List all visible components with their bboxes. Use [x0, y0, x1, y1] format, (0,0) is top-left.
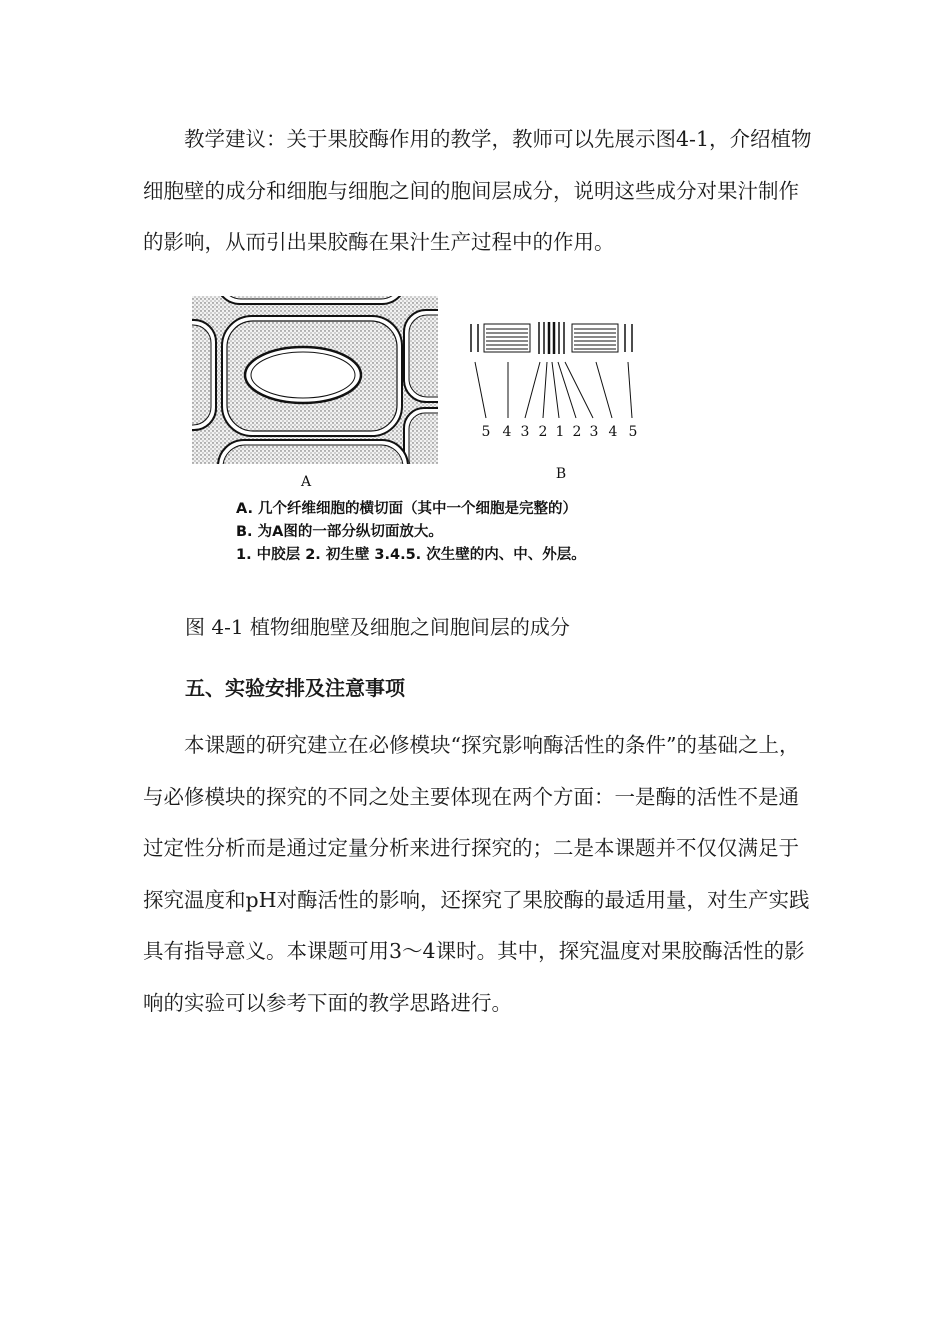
- layer-number-row: [482, 424, 638, 440]
- layer-number: 3: [589, 424, 599, 440]
- cell-wall-figure: [188, 290, 668, 575]
- panel-a-cross-section: [188, 290, 464, 500]
- intro-paragraph: [143, 114, 813, 269]
- layer-number: 2: [572, 424, 582, 440]
- body-paragraph-text: 本课题的研究建立在必修模块“探究影响酶活性的条件”的基础之上，与必修模块的探究的不同之处主要体现在两个方面：一是酶的活性不是通过定性分析而是通过定量分析来进行探究的；二是本课题并不仅仅满足于探究温度和pH对酶活性的影响，还探究了果胶酶的最适用量，对生产实践具有指导意义。本课题可用3～4课时。其中，探究温度对果胶酶活性的影响的实验可以参考下面的教学思路进行。: [143, 733, 810, 1015]
- figure-legend-line: A. 几个纤维细胞的横切面（其中一个细胞是完整的）: [236, 501, 578, 517]
- intro-paragraph-text: 教学建议：关于果胶酶作用的教学，教师可以先展示图4-1，介绍植物细胞壁的成分和细胞与细胞之间的胞间层成分，说明这些成分对果汁制作的影响，从而引出果胶酶在果汁生产过程中的作用。: [143, 127, 812, 254]
- panel-b-label: B: [555, 466, 567, 482]
- layer-number: 4: [608, 424, 618, 440]
- figure-legend-line: 1. 中胶层 2. 初生壁 3.4.5. 次生壁的内、中、外层。: [236, 547, 586, 563]
- section-heading: 五、实验安排及注意事项: [185, 676, 405, 700]
- layer-number: 1: [555, 424, 565, 440]
- body-paragraph: [143, 720, 813, 1029]
- layer-number: 5: [481, 424, 491, 440]
- layer-number: 2: [538, 424, 548, 440]
- figure-caption: 图 4-1 植物细胞壁及细胞之间胞间层的成分: [185, 615, 570, 639]
- panel-b-longitudinal-section: [471, 322, 632, 418]
- layer-number: 5: [628, 424, 638, 440]
- layer-number: 3: [520, 424, 530, 440]
- figure-legend-line: B. 为A图的一部分纵切面放大。: [236, 524, 443, 540]
- layer-number: 4: [502, 424, 512, 440]
- panel-a-label: A: [300, 474, 312, 490]
